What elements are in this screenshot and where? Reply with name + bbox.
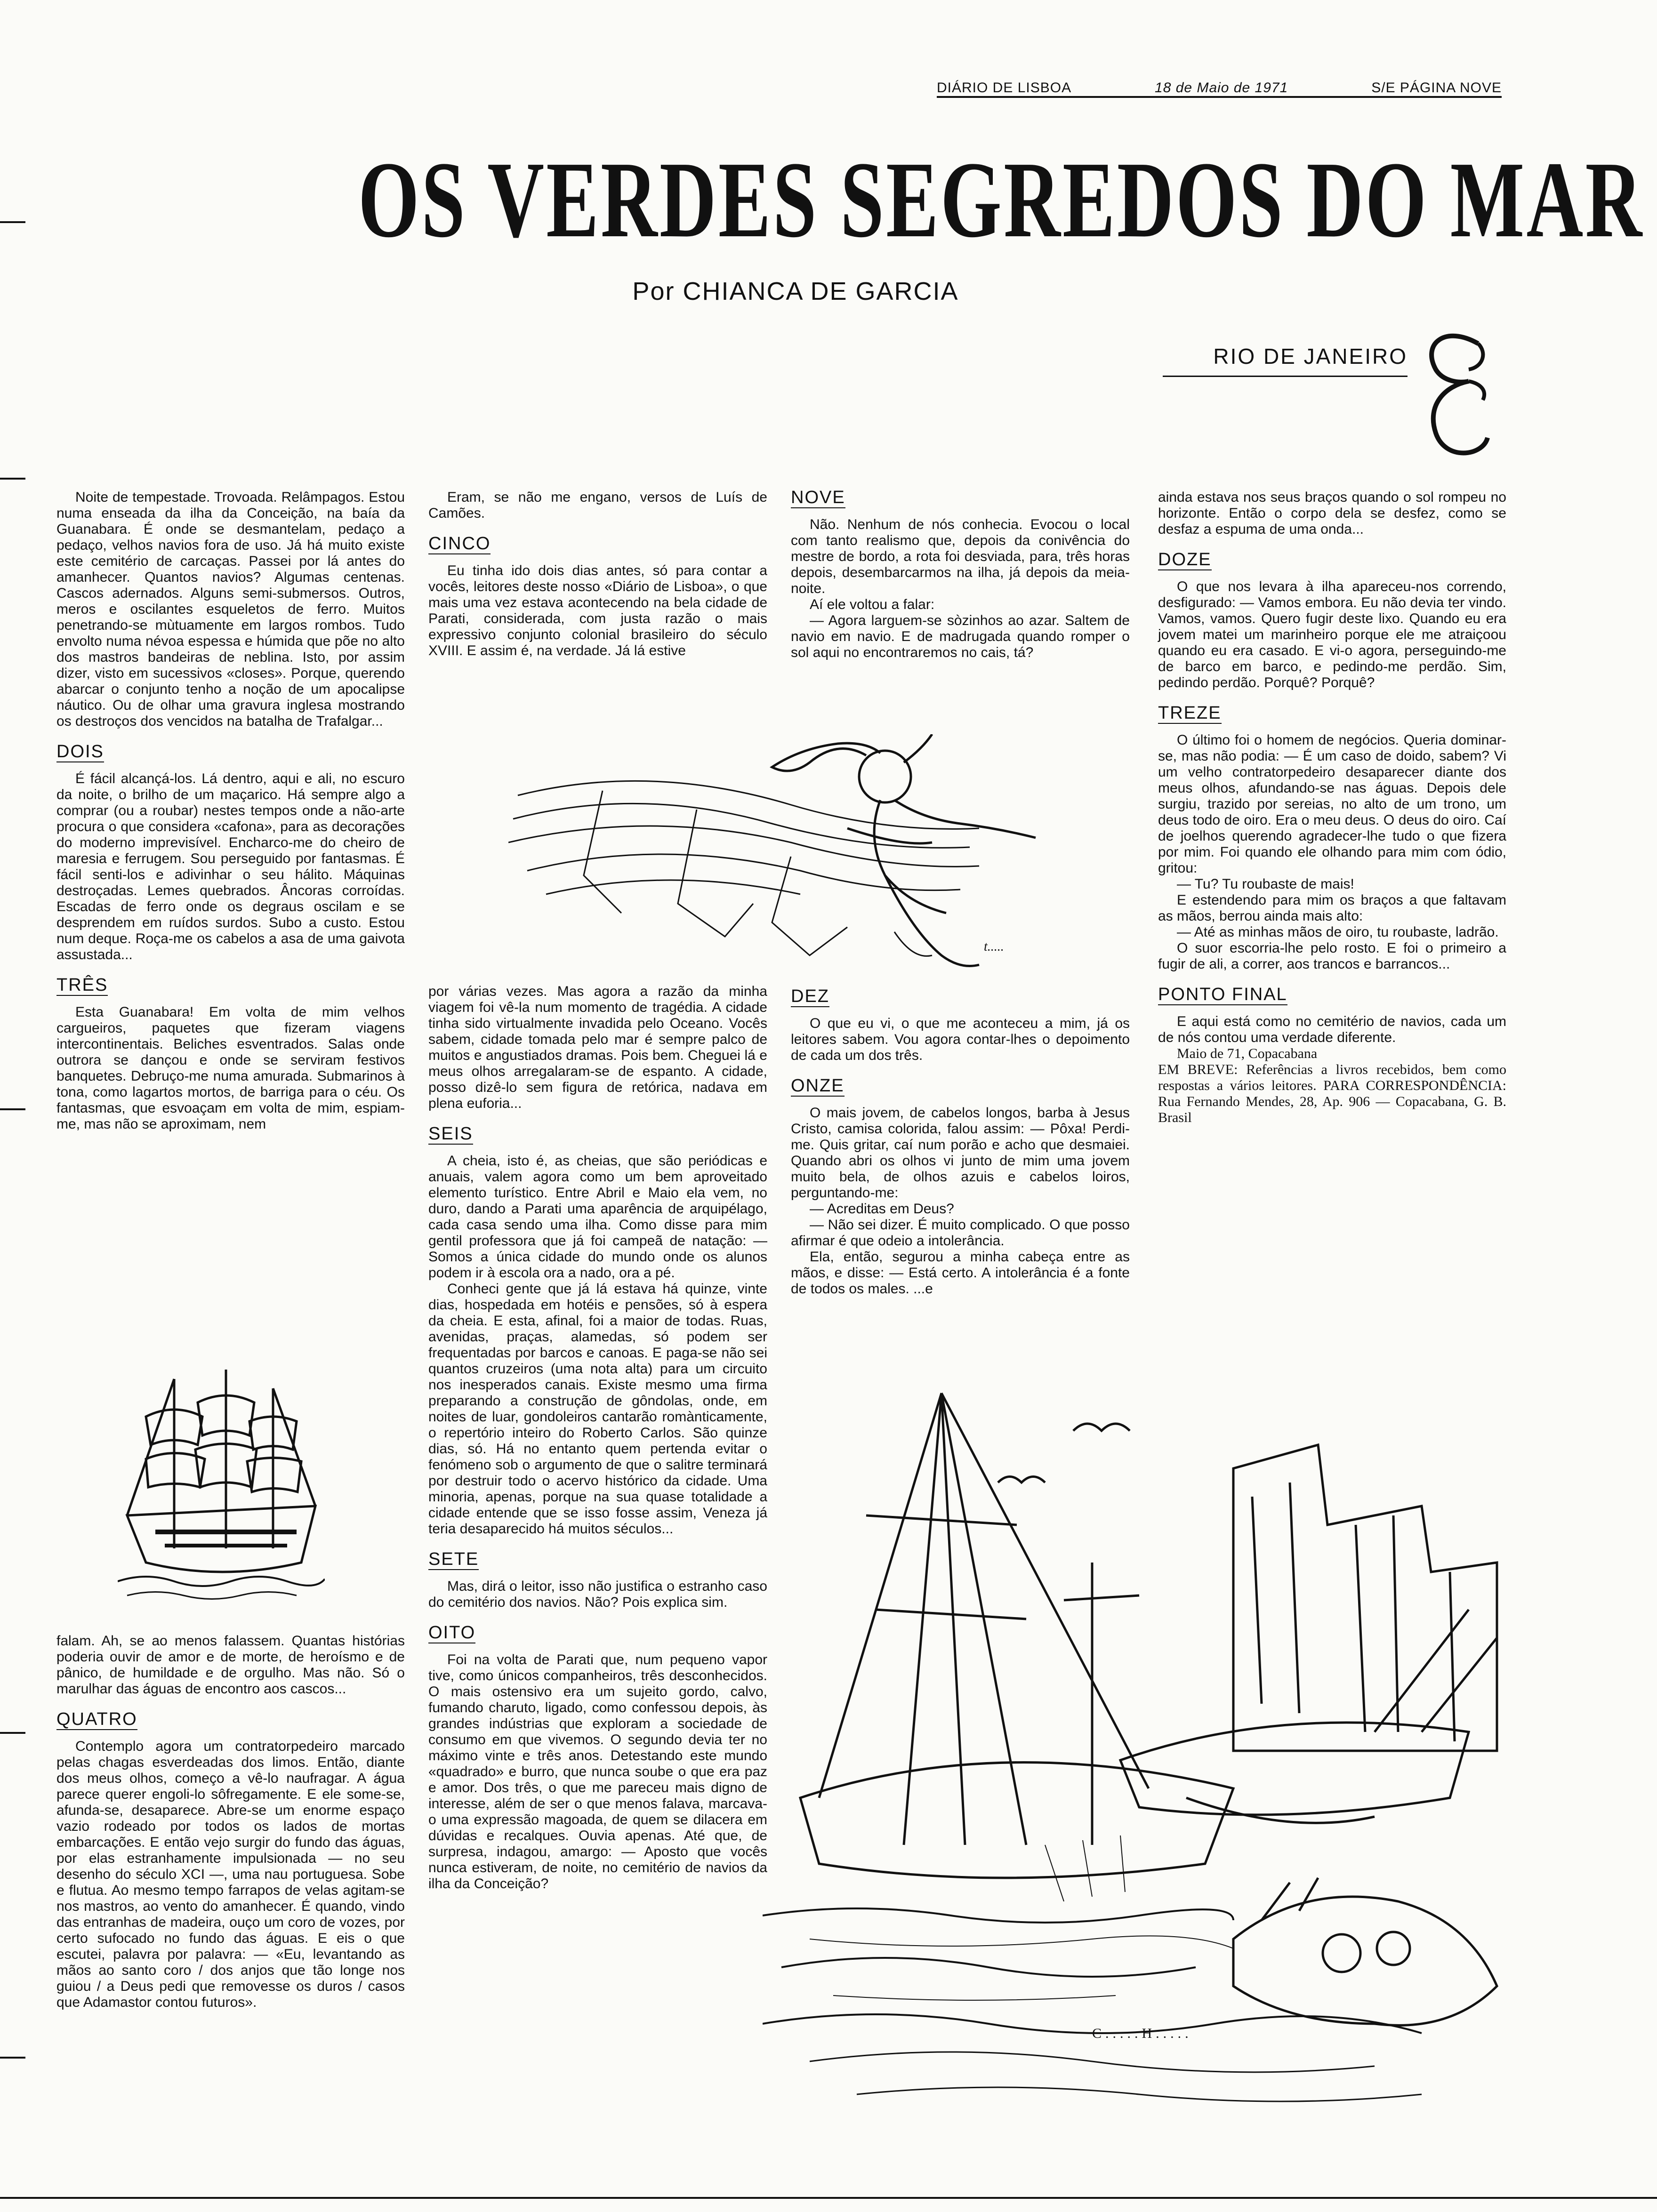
paragraph: Contemplo agora um contratorpedeiro marcado pelas chagas esverdeadas dos limos. Então, diante dos meus olhos, começo a vê-lo naufragar. A água parece querer engoli-lo sôfregamente. E ele some-se, afunda-se, desaparece. Abre-se um enorme espaço vazio rodeado por todos os lados de mortas embarcações. E então vejo surgir do fundo das águas, por elas estranhamente impulsionada — no seu desenho do século XCI —, uma nau portuguesa. Sobe e flutua. Ao mesmo tempo farrapos de velas agitam-se nos mastros, ao vento do amanhecer. É quando, vindo das entranhas de madeira, ouço um coro de vozes, por certo sufocado no fundo das águas. E eis o que escutei, palavra por palavra: — «Eu, levantando as mãos ao santo coro / dos anjos que tão longe nos guiou / a Deus pedi que removesse os duros / casos que Adamastor contou futuros».: [56, 1739, 405, 2010]
subheading-seis: SEIS: [428, 1124, 473, 1144]
column-2-top: [428, 489, 767, 659]
paragraph: Eu tinha ido dois dias antes, só para contar a vocês, leitores deste nosso «Diário de Lisboa», o que mais uma vez estava acontecendo na bela cidade de Parati, considerada, com justa razão o mais expressivo conjunto colonial brasileiro do século XVIII. E assim é, na verdade. Já lá estive: [428, 563, 767, 658]
paragraph: A cheia, isto é, as cheias, que são periódicas e anuais, valem agora como um bem aproveitado elemento turístico. Entre Abril e Maio ela vem, no duro, dando a Parati uma aparência de arquipélago, cada casa sendo uma ilha. Como disse para mim gentil professora que já foi campeã de natação: — Somos a única cidade do mundo onde os alunos podem ir à escola ora a nado, ora a pé.: [428, 1153, 767, 1281]
column-1-top: [56, 489, 405, 1132]
subheading-onze: ONZE: [791, 1076, 845, 1096]
margin-mark: [0, 1108, 25, 1110]
paragraph: E estendendo para mim os braços a que faltavam as mãos, berrou ainda mais alto:: [1158, 892, 1506, 924]
column-3-bottom: [791, 988, 1130, 1297]
editor-note: EM BREVE: Referências a livros recebidos, bem como respostas a vários leitores. PARA CORRESPONDÊNCIA: Rua Fernando Mendes, 28, Ap. 906 — Copacabana, G. B. Brasil: [1158, 1062, 1506, 1125]
seascape-signature: C.....H.....: [1092, 2026, 1192, 2041]
paragraph: Eram, se não me engano, versos de Luís de Camões.: [428, 489, 767, 521]
margin-mark: [0, 1732, 25, 1734]
sailing-ship-illustration: [118, 1360, 325, 1605]
section-logo-icon: [1417, 325, 1497, 466]
paragraph: Noite de tempestade. Trovoada. Relâmpagos. Estou numa enseada da ilha da Conceição, na baía da Guanabara. É onde se desmantelam, pedaço a pedaço, velhos navios fora de uso. Já há muito existe este cemitério de carcaças. Passei por lá antes do amanhecer. Quantos navios? Algumas centenas. Cascos adernados. Alguns semi-submersos. Outros, meros e oscilantes esqueletos de ferro. Muitos penetrando-se mùtuamente em largos rombos. Tudo envolto numa névoa espessa e húmida que põe no alto dos mastros bandeiras de neblina. Isto, por assim dizer, visto em sucessivos «closes». Porque, querendo abarcar o conjunto tenho a noção de um apocalipse náutico. Ou de olhar uma gravura inglesa mostrando os destroços dos vencidos na batalha de Trafalgar...: [56, 489, 405, 729]
subheading-oito: OITO: [428, 1623, 476, 1643]
column-2-bottom: [428, 984, 767, 1892]
paragraph: O que eu vi, o que me aconteceu a mim, já os leitores sabem. Vou agora contar-lhes o depoimento de cada um dos três.: [791, 1016, 1130, 1063]
paragraph: Não. Nenhum de nós conhecia. Evocou o local com tanto realismo que, depois da conivência do mestre de bordo, a rota foi desviada, para, três horas depois, desembarcarmos na ilha, já depois da meia-noite.: [791, 517, 1130, 596]
subheading-treze: TREZE: [1158, 703, 1222, 723]
paragraph: É fácil alcançá-los. Lá dentro, aqui e ali, no escuro da noite, o brilho de um maçarico. Há sempre algo a comprar (ou a roubar) nestes tempos onde a não-arte procura o que considera «cafona», para as decorações do moderno imprevisível. Encharco-me do cheiro de maresia e ferrugem. Sou perseguido por fantasmas. É fácil senti-los e adivinhar o seu hálito. Máquinas destroçadas. Lemes quebrados. Âncoras corroídas. Escadas de ferro onde os degraus oscilam e se desprendem em ruídos surdos. Subo a custo. Estou num deque. Roça-me os cabelos a asa de uma gaivota assustada...: [56, 771, 405, 962]
paragraph: O último foi o homem de negócios. Queria dominar-se, mas não podia: — É um caso de doido, sabem? Vi um velho contratorpedeiro desaparecer diante dos meus olhos, afundando-se nas águas. Depois dele surgiu, trazido por sereias, no alto de um trono, um deus todo de oiro. Era o meu deus. O deus do oiro. Caí de joelhos querendo agradecer-lhe tudo o que fizera por mim. Foi quando ele olhando para mim com ódio, gritou:: [1158, 732, 1506, 876]
paragraph: Esta Guanabara! Em volta de mim velhos cargueiros, paquetes que fizeram viagens intercontinentais. Beliches esventrados. Salas onde outrora se dançou e onde se serviram festivos banquetes. Debruço-me numa amurada. Submarinos à tona, como lagartos mortos, de barriga para o céu. Os fantasmas, que esvoaçam em volta de mim, espiam-me, mas não se aproximam, nem: [56, 1004, 405, 1132]
paragraph: O mais jovem, de cabelos longos, barba à Jesus Cristo, camisa colorida, falou assim: — Pôxa! Perdi-me. Quis gritar, caí num porão e acho que desmaiei. Quando abri os olhos vi junto de mim uma jovem muito bela, de olhos azuis e cabelos loiros, perguntando-me:: [791, 1105, 1130, 1201]
paragraph: — Até as minhas mãos de oiro, tu roubaste, ladrão.: [1177, 924, 1499, 940]
column-1-bottom: [56, 1633, 405, 2011]
section-logo-letter: E: [1445, 396, 1448, 401]
paragraph: E aqui está como no cemitério de navios, cada um de nós contou uma verdade diferente.: [1158, 1014, 1506, 1045]
paragraph: falam. Ah, se ao menos falassem. Quantas histórias poderia ouvir de amor e de morte, de heroísmo e de pânico, de humildade e de orgulho. Mas não. Só o marulhar das águas de encontro aos cascos...: [56, 1633, 405, 1697]
paragraph: O que nos levara à ilha apareceu-nos correndo, desfigurado: — Vamos embora. Eu não devia ter vindo. Vamos, vamos. Quero fugir deste lixo. Quando eu era jovem matei um marinheiro porque ele me atraiçoou quando eu era casado. E vi-o agora, perseguindo-me de barco em barco, e pedindo-me perdão. Sim, pedindo perdão. Porquê? Porquê?: [1158, 579, 1506, 690]
subheading-doze: DOZE: [1158, 550, 1212, 569]
subheading-dois: DOIS: [56, 742, 104, 761]
ship-graveyard-illustration: [763, 1374, 1525, 2108]
subheading-quatro: QUATRO: [56, 1709, 137, 1729]
page-number: S/E PÁGINA NOVE: [1371, 80, 1502, 96]
paragraph: — Não sei dizer. É muito complicado. O que posso afirmar é que odeio a intolerância.: [791, 1217, 1130, 1249]
paragraph: Aí ele voltou a falar:: [810, 597, 935, 612]
margin-mark: [0, 221, 25, 223]
paragraph: O suor escorria-lhe pelo rosto. E foi o primeiro a fugir de ali, a correr, aos trancos e barrancos...: [1158, 940, 1506, 972]
paragraph: Conheci gente que já lá estava há quinze, vinte dias, hospedada em hotéis e pensões, só à espera da cheia. E esta, afinal, foi a maior de todas. Ruas, avenidas, praças, alamedas, só podem ser frequentadas por barcos e canoas. E paga-se não sei quantos cruzeiros (uma nota alta) para um circuito nos inesperados canais. Existe mesmo uma firma preparando a construção de gôndolas, onde, em noites de luar, gondoleiros cantarão romànticamente, o repertório inteiro do Roberto Carlos. São quinze dias, só. Há no entanto quem pertenda evitar o fenómeno sob o argumento de que o salitre terminará por destruir todo o acervo histórico da cidade. Uma minoria, apenas, porque na sua quase totalidade a cidade entende que se isso fosse assim, Veneza já teria desaparecido há muitos séculos...: [428, 1281, 767, 1537]
subheading-ponto-final: PONTO FINAL: [1158, 985, 1287, 1004]
paragraph: por várias vezes. Mas agora a razão da minha viagem foi vê-la num momento de tragédia. A cidade tinha sido virtualmente invadida pelo Oceano. Vocês sabem, cidade tomada pelo mar é sempre palco de muitos e angustiados dramas. Pois bem. Cheguei lá e meus olhos arregalaram-se de espanto. A cidade, posso dizê-lo sem figura de retórica, nadava em plena euforia...: [428, 984, 767, 1111]
masthead: [937, 75, 1502, 98]
mermaid-signature: t.....: [984, 939, 1004, 954]
newspaper-name: DIÁRIO DE LISBOA: [937, 80, 1072, 96]
subheading-sete: SETE: [428, 1549, 479, 1569]
paragraph: — Acreditas em Deus?: [810, 1201, 954, 1217]
column-4: [1158, 489, 1506, 1126]
bottom-rule: [0, 2197, 1657, 2199]
headline: OS VERDES SEGREDOS DO MAR: [358, 139, 1644, 260]
mermaid-illustration: [508, 734, 1073, 998]
paragraph: Foi na volta de Parati que, num pequeno vapor tive, como únicos companheiros, três desconhecidos. O mais ostensivo era um sujeito gordo, calvo, fumando charuto, ligado, como confessou depois, às grandes indústrias que exploram a sociedade de consumo em que vivemos. O segundo devia ter no máximo vinte e três anos. Detestando este mundo «quadrado» e burro, que nunca soube o que era paz e amor. Dos três, o que me pareceu mais digno de interesse, além de ser o que menos falava, marcava-o uma expressão magoada, de quem se dilacera em dúvidas e recalques. Ouvia apenas. Até que, de surpresa, indagou, amargo: — Aposto que vocês nunca estiveram, de noite, no cemitério de navios da ilha da Conceição?: [428, 1652, 767, 1891]
paragraph: — Agora larguem-se sòzinhos ao azar. Saltem de navio em navio. E de madrugada quando romper o sol aqui no encontraremos no cais, tá?: [791, 613, 1130, 660]
subheading-dez: DEZ: [791, 986, 829, 1006]
paragraph: ainda estava nos seus braços quando o sol rompeu no horizonte. Então o corpo dela se desfez, como se desfaz a espuma de uma onda...: [1158, 489, 1506, 537]
column-3-top: [791, 489, 1130, 661]
subheading-tres: TRÊS: [56, 975, 108, 995]
issue-date: 18 de Maio de 1971: [1155, 80, 1288, 96]
section-label: RIO DE JANEIRO: [1163, 344, 1408, 377]
paragraph: Mas, dirá o leitor, isso não justifica o estranho caso do cemitério dos navios. Não? Pois explica sim.: [428, 1579, 767, 1610]
paragraph: Ela, então, segurou a minha cabeça entre as mãos, e disse: — Está certo. A intolerância é a fonte de todos os males. ...e: [791, 1249, 1130, 1297]
margin-mark: [0, 2057, 25, 2059]
subheading-nove: NOVE: [791, 488, 845, 507]
margin-mark: [0, 478, 25, 480]
dateline-signature: Maio de 71, Copacabana: [1177, 1046, 1318, 1061]
subheading-cinco: CINCO: [428, 534, 491, 553]
byline: Por CHIANCA DE GARCIA: [632, 277, 959, 305]
paragraph: — Tu? Tu roubaste de mais!: [1177, 876, 1354, 892]
